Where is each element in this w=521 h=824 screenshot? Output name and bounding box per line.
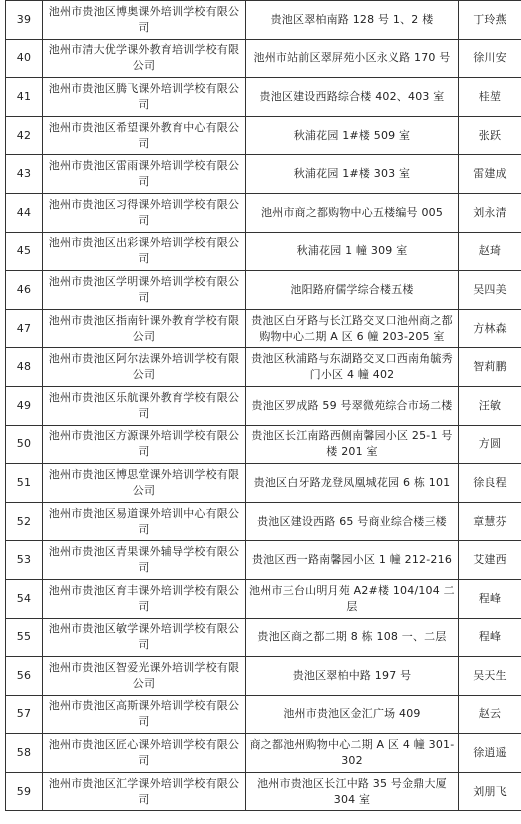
school-name-cell: 池州市贵池区高斯课外培训学校有限公司 [43, 695, 246, 734]
table-row [6, 464, 521, 503]
school-name-cell: 池州市贵池区智爱光课外培训学校有限公司 [43, 657, 246, 696]
school-name-cell: 池州市贵池区学明课外培训学校有限公司 [43, 271, 246, 310]
school-name-cell: 池州市贵池区习得课外培训学校有限公司 [43, 193, 246, 232]
row-number-cell: 56 [6, 657, 43, 696]
legal-person-cell: 艾建西 [459, 541, 521, 580]
address-cell: 秋浦花园 1#楼 303 室 [246, 155, 459, 194]
school-name-cell: 池州市清大优学课外教育培训学校有限公司 [43, 39, 246, 78]
table-row [6, 193, 521, 232]
row-number-cell: 49 [6, 386, 43, 425]
table-row [6, 386, 521, 425]
legal-person-cell: 徐川安 [459, 39, 521, 78]
table-row [6, 348, 521, 387]
table-row [6, 579, 521, 618]
table-row [6, 78, 521, 117]
table-body [6, 1, 521, 811]
address-cell: 秋浦花园 1 幢 309 室 [246, 232, 459, 271]
row-number-cell: 52 [6, 502, 43, 541]
school-name-cell: 池州市贵池区腾飞课外培训学校有限公司 [43, 78, 246, 117]
school-name-cell: 池州市贵池区青果课外辅导学校有限公司 [43, 541, 246, 580]
address-cell: 贵池区秋浦路与东湖路交叉口西南角毓秀门小区 4 幢 402 [246, 348, 459, 387]
row-number-cell: 43 [6, 155, 43, 194]
table-row [6, 734, 521, 773]
row-number-cell: 42 [6, 116, 43, 155]
legal-person-cell: 雷建成 [459, 155, 521, 194]
table-row [6, 155, 521, 194]
legal-person-cell: 张跃 [459, 116, 521, 155]
legal-person-cell: 桂堃 [459, 78, 521, 117]
address-cell: 贵池区建设西路 65 号商业综合楼三楼 [246, 502, 459, 541]
legal-person-cell: 智莉鹏 [459, 348, 521, 387]
address-cell: 贵池区商之都二期 8 栋 108 一、二层 [246, 618, 459, 657]
address-cell: 秋浦花园 1#楼 509 室 [246, 116, 459, 155]
address-cell: 池州市贵池区长江中路 35 号金鼎大厦 304 室 [246, 772, 459, 811]
row-number-cell: 40 [6, 39, 43, 78]
address-cell: 贵池区翠柏中路 197 号 [246, 657, 459, 696]
table-row [6, 232, 521, 271]
school-name-cell: 池州市贵池区出彩课外培训学校有限公司 [43, 232, 246, 271]
table-row [6, 309, 521, 348]
legal-person-cell: 程峰 [459, 579, 521, 618]
table-row [6, 425, 521, 464]
row-number-cell: 58 [6, 734, 43, 773]
address-cell: 池州市站前区翠屏苑小区永义路 170 号 [246, 39, 459, 78]
row-number-cell: 59 [6, 772, 43, 811]
legal-person-cell: 章慧芬 [459, 502, 521, 541]
school-name-cell: 池州市贵池区汇学课外培训学校有限公司 [43, 772, 246, 811]
table-row [6, 657, 521, 696]
row-number-cell: 44 [6, 193, 43, 232]
address-cell: 贵池区白牙路龙登凤凰城花园 6 栋 101 [246, 464, 459, 503]
school-name-cell: 池州市贵池区阿尔法课外培训学校有限公司 [43, 348, 246, 387]
address-cell: 贵池区长江南路西侧南馨园小区 25-1 号楼 201 室 [246, 425, 459, 464]
school-name-cell: 池州市贵池区博奥课外培训学校有限公司 [43, 1, 246, 40]
table-row [6, 502, 521, 541]
school-name-cell: 池州市贵池区乐航课外教育学校有限公司 [43, 386, 246, 425]
legal-person-cell: 方林森 [459, 309, 521, 348]
address-cell: 商之都池州购物中心二期 A 区 4 幢 301-302 [246, 734, 459, 773]
table-row [6, 772, 521, 811]
legal-person-cell: 赵琦 [459, 232, 521, 271]
table-row [6, 618, 521, 657]
school-name-cell: 池州市贵池区博思堂课外培训学校有限公司 [43, 464, 246, 503]
school-registry-table [5, 0, 521, 811]
address-cell: 池州市三台山明月苑 A2#楼 104/104 二层 [246, 579, 459, 618]
school-name-cell: 池州市贵池区易道课外培训中心有限公司 [43, 502, 246, 541]
legal-person-cell: 程峰 [459, 618, 521, 657]
legal-person-cell: 方圆 [459, 425, 521, 464]
legal-person-cell: 徐逍遥 [459, 734, 521, 773]
school-name-cell: 池州市贵池区方源课外培训学校有限公司 [43, 425, 246, 464]
row-number-cell: 55 [6, 618, 43, 657]
school-name-cell: 池州市贵池区敏学课外培训学校有限公司 [43, 618, 246, 657]
row-number-cell: 57 [6, 695, 43, 734]
address-cell: 贵池区白牙路与长江路交叉口池州商之都购物中心二期 A 区 6 幢 203-205 室 [246, 309, 459, 348]
table-row [6, 541, 521, 580]
address-cell: 贵池区西一路南馨园小区 1 幢 212-216 [246, 541, 459, 580]
address-cell: 贵池区建设西路综合楼 402、403 室 [246, 78, 459, 117]
row-number-cell: 50 [6, 425, 43, 464]
school-name-cell: 池州市贵池区希望课外教育中心有限公司 [43, 116, 246, 155]
school-name-cell: 池州市贵池区雷雨课外培训学校有限公司 [43, 155, 246, 194]
legal-person-cell: 吴天生 [459, 657, 521, 696]
legal-person-cell: 赵云 [459, 695, 521, 734]
legal-person-cell: 吴四美 [459, 271, 521, 310]
row-number-cell: 53 [6, 541, 43, 580]
table-row [6, 39, 521, 78]
table-row [6, 695, 521, 734]
row-number-cell: 48 [6, 348, 43, 387]
row-number-cell: 51 [6, 464, 43, 503]
table-row [6, 1, 521, 40]
school-name-cell: 池州市贵池区指南针课外教育学校有限公司 [43, 309, 246, 348]
row-number-cell: 39 [6, 1, 43, 40]
legal-person-cell: 汪敏 [459, 386, 521, 425]
table-row [6, 271, 521, 310]
row-number-cell: 45 [6, 232, 43, 271]
legal-person-cell: 丁玲燕 [459, 1, 521, 40]
address-cell: 池阳路府儒学综合楼五楼 [246, 271, 459, 310]
address-cell: 池州市贵池区金汇广场 409 [246, 695, 459, 734]
legal-person-cell: 刘朋飞 [459, 772, 521, 811]
address-cell: 贵池区翠柏南路 128 号 1、2 楼 [246, 1, 459, 40]
address-cell: 贵池区罗成路 59 号翠微苑综合市场二楼 [246, 386, 459, 425]
address-cell: 池州市商之都购物中心五楼编号 005 [246, 193, 459, 232]
school-name-cell: 池州市贵池区育丰课外培训学校有限公司 [43, 579, 246, 618]
row-number-cell: 46 [6, 271, 43, 310]
legal-person-cell: 徐良程 [459, 464, 521, 503]
legal-person-cell: 刘永清 [459, 193, 521, 232]
table-row [6, 116, 521, 155]
row-number-cell: 41 [6, 78, 43, 117]
row-number-cell: 54 [6, 579, 43, 618]
row-number-cell: 47 [6, 309, 43, 348]
school-name-cell: 池州市贵池区匠心课外培训学校有限公司 [43, 734, 246, 773]
